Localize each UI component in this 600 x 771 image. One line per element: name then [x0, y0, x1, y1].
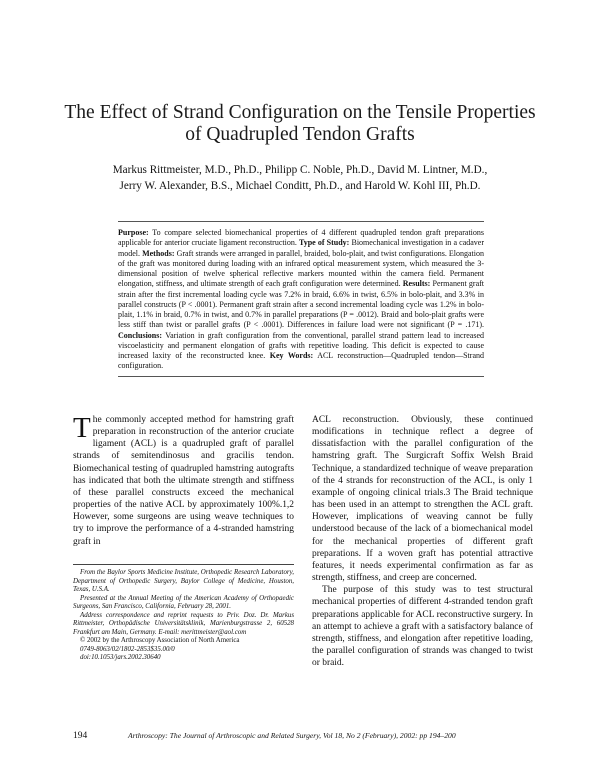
conclusions-label: Conclusions: [118, 330, 163, 340]
footnote-correspondence: Address correspondence and reprint requests to Priv. Doz. Dr. Markus Rittmeister, Orthopädische Universitätsklinik, Marienburgstrasse 2, 60528 Frankfurt am Main, Germany. E-mail: merittmeister@aol.com [73, 611, 294, 636]
body-paragraph-text: he commonly accepted method for hamstring graft preparation in reconstruction of the anterior cruciate ligament (ACL) is a quadrupled graft of parallel strands of semitendinosus and gracilis tendon. Biomechanical testing of quadrupled hamstring autografts has indicated that both the ultimate strength and stiffness of these parallel constructs exceed the mechanical properties of the native ACL by approximately 100%.1,2 However, some surgeons are using weave techniques to try to improve the performance of a 4-stranded hamstring graft in [73, 415, 294, 547]
body-paragraph [73, 414, 294, 548]
footnote-affiliation: From the Baylor Sports Medicine Institute, Orthopedic Research Laboratory, Department of Orthopedic Surgery, Baylor College of Medicine, Houston, Texas, U.S.A. [73, 569, 294, 593]
footnote-code: 0749-8063/02/1802-2853$35.00/0 [80, 645, 175, 653]
footnote-presented: Presented at the Annual Meeting of the American Academy of Orthopaedic Surgeons, San Francisco, California, February 28, 2001. [73, 594, 294, 610]
article-title-line-1: The Effect of Strand Configuration on the Tensile Properties [64, 102, 536, 123]
author-list [40, 163, 560, 194]
page-footer [73, 731, 533, 741]
methods-label: Methods: [142, 248, 175, 258]
purpose-label: Purpose: [118, 228, 149, 237]
journal-citation: Arthroscopy: The Journal of Arthroscopic and Related Surgery, Vol 18, No 2 (February), 2002: pp 194–200 [128, 731, 456, 740]
study-type-label: Type of Study: [298, 238, 350, 248]
keywords-text: ACL reconstruction—Quadrupled tendon—Strand configuration. [118, 351, 484, 371]
footnote-doi: doi:10.1053/jars.2002.30640 [80, 654, 161, 661]
author-line-1: Markus Rittmeister, M.D., Ph.D., Philipp C. Noble, Ph.D., David M. Lintner, M.D., [112, 164, 488, 176]
body-paragraph: The purpose of this study was to test structural mechanical properties of different 4-stranded tendon graft preparations applicable for ACL reconstructive surgery. In an attempt to achieve a graft with a satisfactory balance of strength, stiffness, and elongation after repetitive loading, the parallel configuration of strands was changed to twist or braid. [312, 585, 533, 669]
body-column-right [312, 414, 533, 669]
footnotes [73, 569, 294, 663]
abstract-bottom-rule [118, 376, 484, 377]
body-paragraph: ACL reconstruction. Obviously, these continued modifications in technique reflect a degree of dissatisfaction with the parallel configuration of the hamstring graft. The Surgicraft Soffix Welsh Braid Technique, a standardized technique of weave preparation of the 4 strands for reconstruction of the ACL, is only 1 example of ongoing clinical trials.3 The Braid technique has been used in an attempt to strengthen the ACL graft. However, implications of weaving cannot be fully understood because of the lack of a biomechanical model for the mechanical properties of different graft preparations. If a woven graft has potential attractive features, it needs experimental confirmation as far as strength, stiffness, and creep are concerned. [312, 415, 533, 584]
article-title-line-2: of Quadrupled Tendon Grafts [185, 124, 415, 145]
footnote-copyright: © 2002 by the Arthroscopy Association of North America [80, 637, 240, 644]
results-text: Permanent graft strain after the first incremental loading cycle was 7.2% in braid, 6.6% in twist, 6.5% in bolo-plait, and 3.3% in parallel constructs (P < .0001). Permanent graft strain after a second incremental loading cycle was 1.2% in bolo-plait, 1.1% in braid, 0.7% in twist, and 0.7% in parallel preparations (P = .0012). Braid and bolo-plait grafts were less stiff than twist or parallel grafts (P < .0001). Differences in failure load were not significant (P = .171). [118, 279, 485, 330]
footnote-rule [73, 564, 294, 565]
purpose-text: To compare selected biomechanical properties of 4 different quadrupled tendon graft preparations applicable for anterior cruciate ligament reconstruction. [118, 228, 484, 248]
drop-cap: T [73, 412, 91, 444]
conclusions-text: Variation in graft configuration from the conventional, parallel strand pattern lead to increased viscoelasticity and permanent elongation of grafts with repetitive loading. This deficit is expected to cause increased laxity of the reconstructed knee. [118, 330, 484, 360]
article-title [40, 102, 560, 146]
page-number: 194 [73, 731, 88, 741]
body-column-left [73, 414, 294, 548]
abstract [118, 228, 484, 372]
methods-text: Graft strands were arranged in parallel, braided, bolo-plait, and twist configurations. Elongation of the graft was monitored during loading with an infrared optical measurement system, which measured the 3-dimensional position of twelve spherical reflective markers mounted within the camera field. Permanent elongation, stiffness, and ultimate strength of each graft configuration were determined. [118, 248, 485, 289]
keywords-label: Key Words: [269, 351, 314, 360]
abstract-top-rule [118, 221, 484, 222]
results-label: Results: [402, 279, 431, 289]
study-type-text: Biomechanical investigation in a cadaver model. [118, 238, 485, 258]
author-line-2: Jerry W. Alexander, B.S., Michael Conditt, Ph.D., and Harold W. Kohl III, Ph.D. [119, 179, 481, 192]
